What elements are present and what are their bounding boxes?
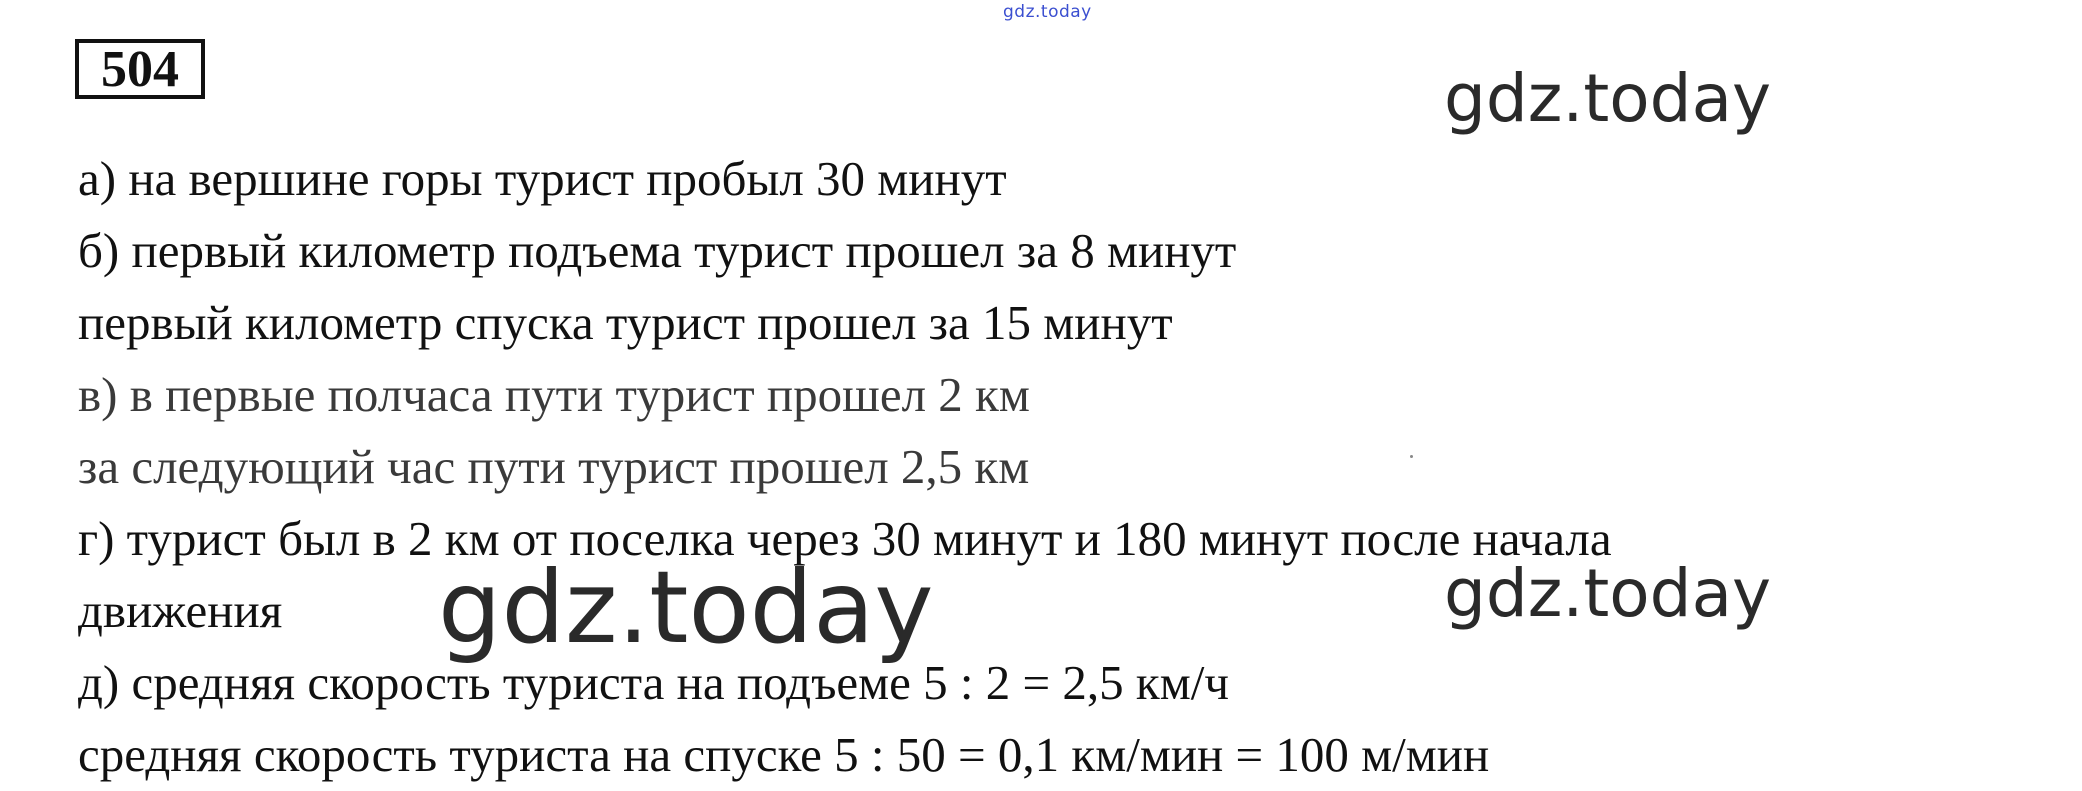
solution-line-v1: в) в первые полчаса пути турист прошел 2 км — [78, 367, 1030, 422]
problem-number-box: 504 — [75, 39, 205, 99]
watermark-top-right: gdz.today — [1444, 60, 1772, 137]
solution-line-a: а) на вершине горы турист пробыл 30 минут — [78, 151, 1007, 206]
solution-line-b2: первый километр спуска турист прошел за 15 минут — [78, 295, 1173, 350]
solution-line-d1: д) средняя скорость туриста на подъеме 5 : 2 = 2,5 км/ч — [78, 655, 1229, 710]
watermark-middle-right: gdz.today — [1444, 555, 1772, 632]
watermark-center-large: gdz.today — [438, 549, 934, 666]
solution-line-g1: г) турист был в 2 км от поселка через 30 минут и 180 минут после начала — [78, 511, 1612, 566]
site-watermark-small: gdz.today — [1003, 2, 1092, 22]
solution-line-v2: за следующий час пути турист прошел 2,5 км — [78, 439, 1030, 494]
solution-line-d2: средняя скорость туриста на спуске 5 : 50 = 0,1 км/мин = 100 м/мин — [78, 727, 1490, 782]
solution-line-b1: б) первый километр подъема турист прошел за 8 минут — [78, 223, 1237, 278]
solution-line-g2: движения — [78, 583, 283, 638]
solution-text — [78, 143, 1612, 791]
